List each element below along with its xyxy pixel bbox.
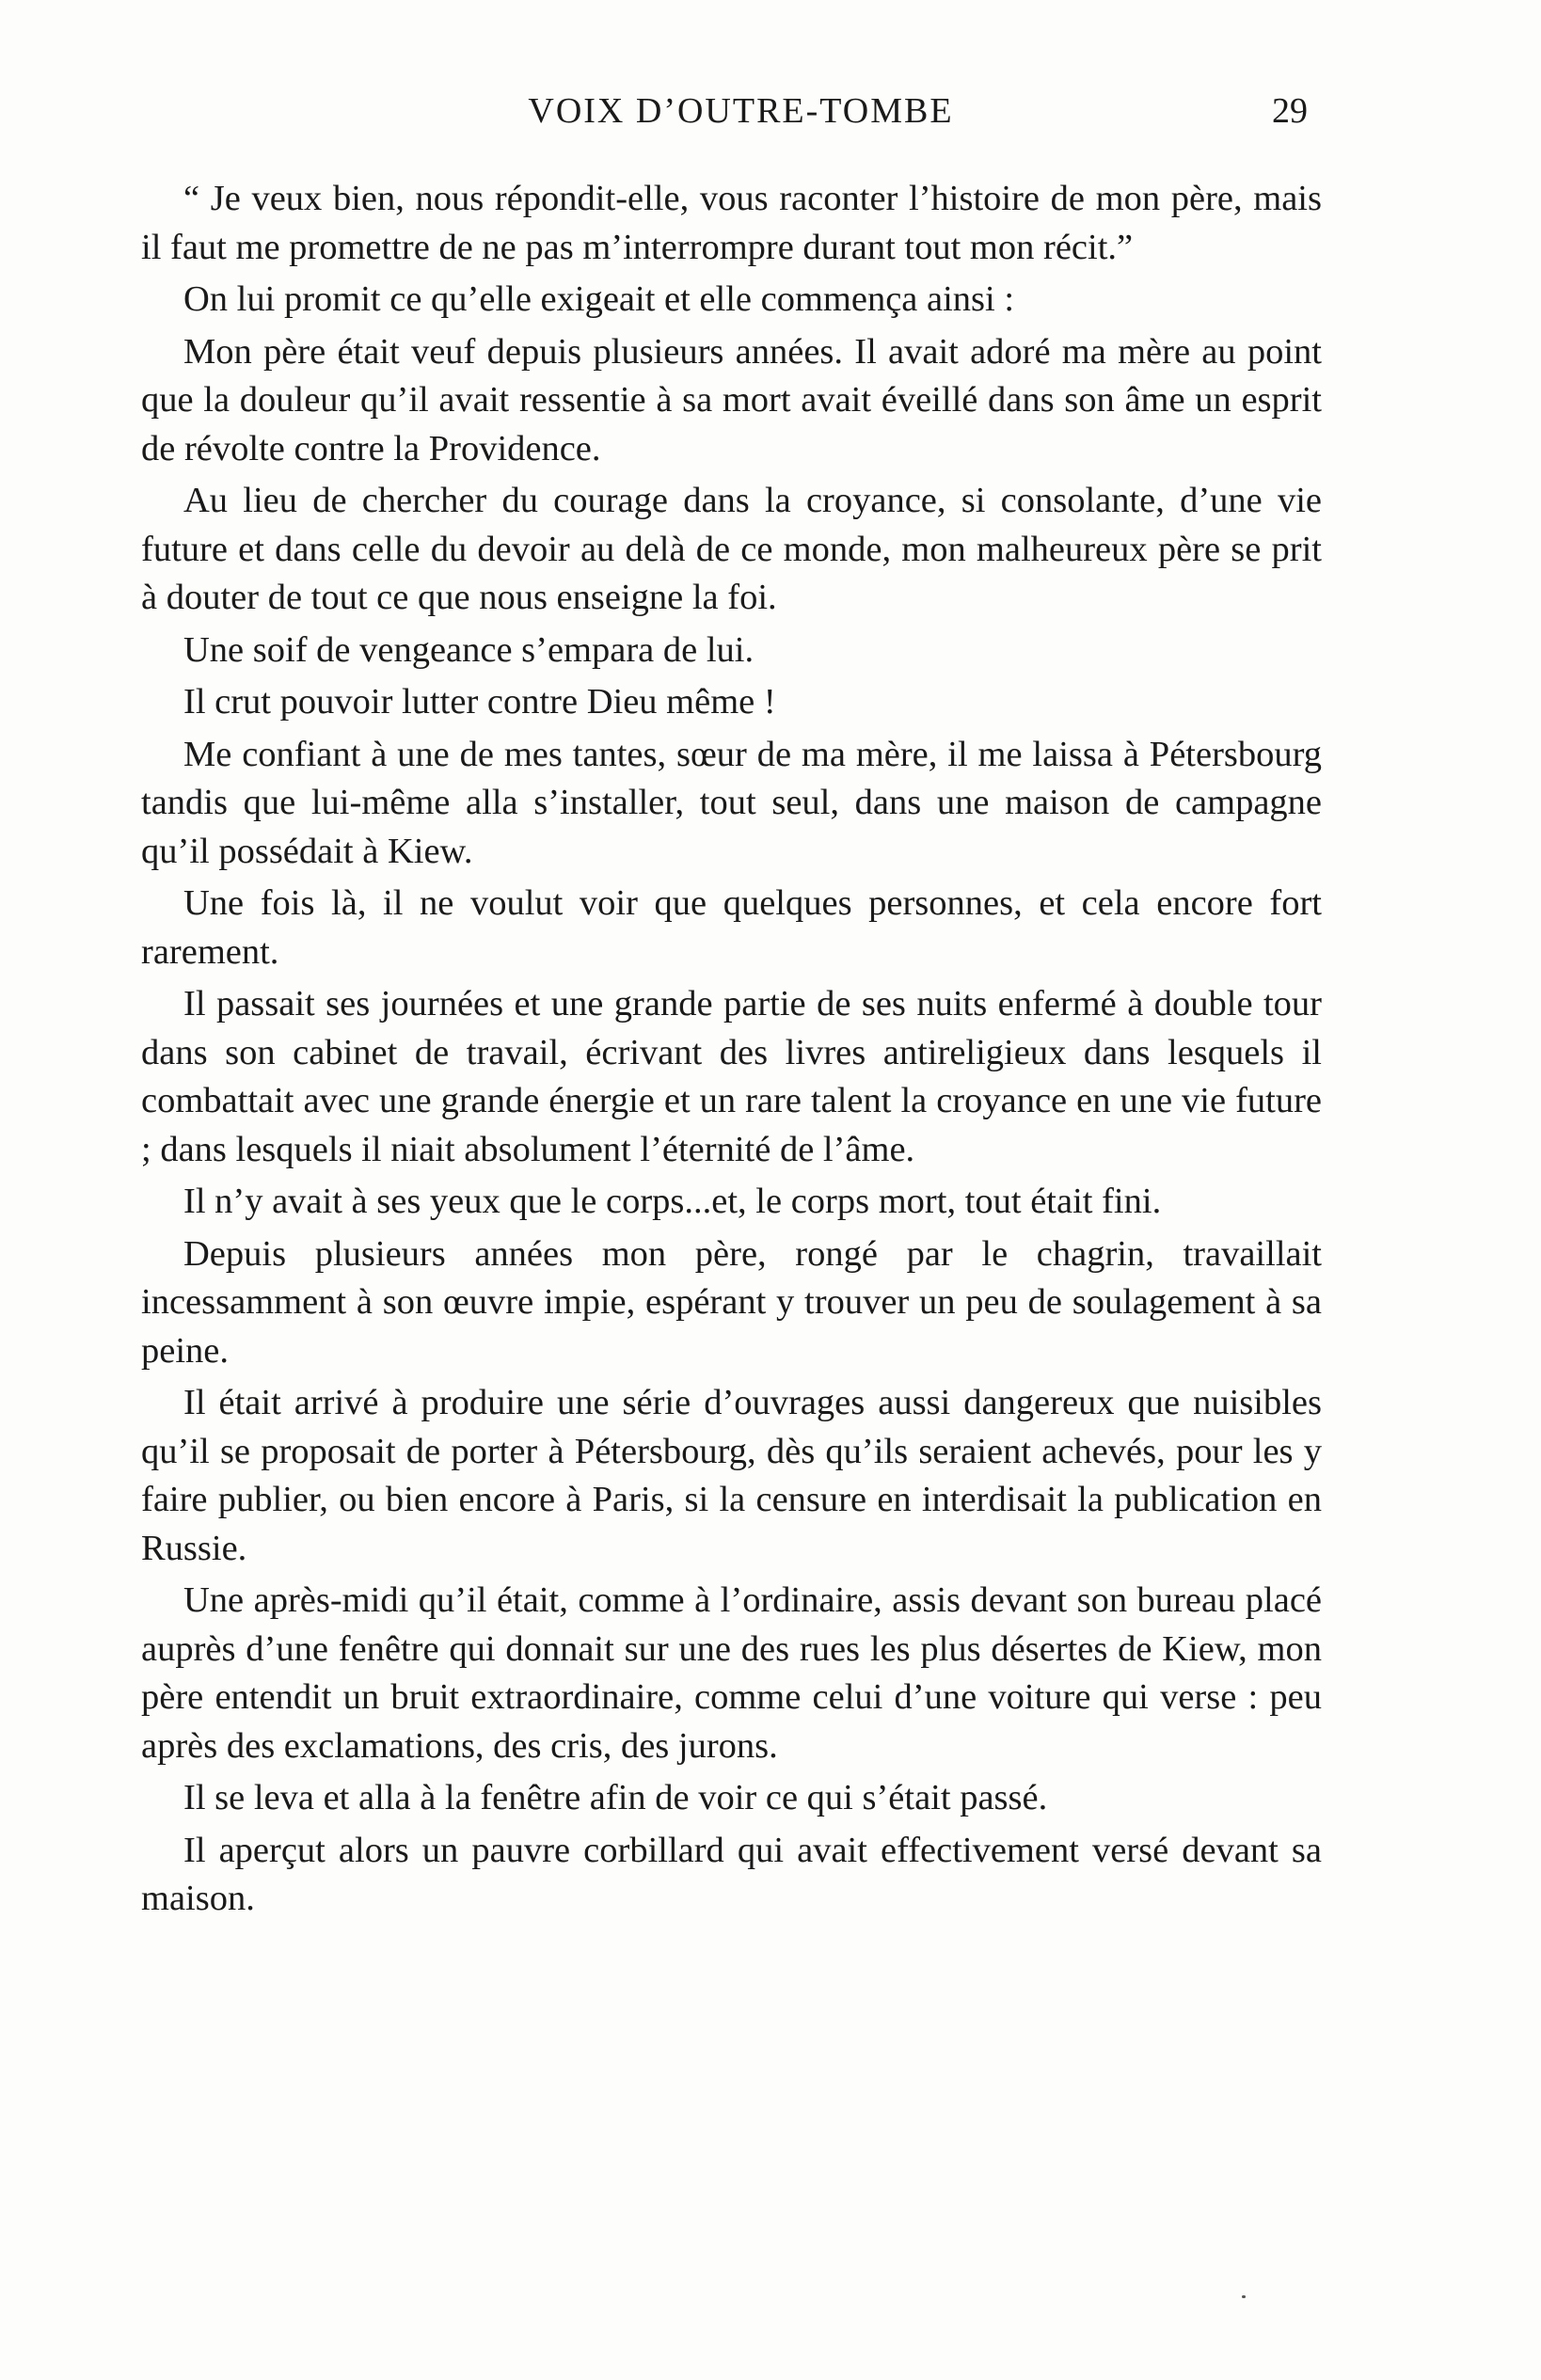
paragraph: Me confiant à une de mes tantes, sœur de ma mère, il me laissa à Pétersbourg tandis que lui-même alla s’installer, tout seul, dans une maison de campagne qu’il possédait à Kiew. [141, 734, 1322, 871]
paragraph: Il se leva et alla à la fenêtre afin de voir ce qui s’était passé. [183, 1778, 1048, 1817]
paragraph: On lui promit ce qu’elle exigeait et elle commença ainsi : [183, 279, 1015, 319]
paragraph: Il passait ses journées et une grande partie de ses nuits enfermé à double tour dans son cabinet de travail, écrivant des livres antireligieux dans lesquels il combattait avec une grande énergie et un rare talent la croyance en une vie future ; dans lesquels il niait absolument l’éternité de l’âme. [141, 984, 1322, 1169]
paragraph: Une après-midi qu’il était, comme à l’ordinaire, assis devant son bureau placé auprès d’une fenêtre qui donnait sur une des rues les plus désertes de Kiew, mon père entendit un bruit extraordinaire, comme celui d’une voiture qui verse : peu après des exclamations, des cris, des jurons. [141, 1580, 1322, 1766]
paragraph: Il crut pouvoir lutter contre Dieu même ! [183, 682, 776, 722]
page-number: 29 [1272, 91, 1308, 131]
paragraph: Une soif de vengeance s’empara de lui. [183, 629, 755, 670]
paragraph: Mon père était veuf depuis plusieurs années. Il avait adoré ma mère au point que la douleur qu’il avait ressentie à sa mort avait éveillé dans son âme un esprit de révolte contre la Providence. [141, 331, 1322, 468]
ink-speck [1242, 2295, 1246, 2298]
paragraph: Une fois là, il ne voulut voir que quelques personnes, et cela encore fort rarement. [141, 883, 1322, 972]
paragraph: “ Je veux bien, nous répondit-elle, vous raconter l’histoire de mon père, mais il faut me promettre de ne pas m’interrompre durant tout mon récit.” [141, 179, 1322, 267]
running-head [155, 90, 1327, 147]
paragraph: Il était arrivé à produire une série d’ouvrages aussi dangereux que nuisibles qu’il se proposait de porter à Pétersbourg, dès qu’ils seraient achevés, pour les y faire publier, ou bien encore à Paris, si la censure en interdisait la publication en Russie. [141, 1383, 1322, 1568]
body-text [141, 175, 1322, 1928]
paragraph: Depuis plusieurs années mon père, rongé par le chagrin, travaillait incessamment à son œuvre impie, espérant y trouver un peu de soulagement à sa peine. [141, 1233, 1322, 1371]
running-title: VOIX D’OUTRE-TOMBE [528, 91, 954, 131]
paragraph: Il n’y avait à ses yeux que le corps...et, le corps mort, tout était fini. [183, 1182, 1162, 1221]
paragraph: Il aperçut alors un pauvre corbillard qui avait effectivement versé devant sa maison. [141, 1830, 1322, 1918]
paragraph: Au lieu de chercher du courage dans la croyance, si consolante, d’une vie future et dans celle du devoir au delà de ce monde, mon malheureux père se prit à douter de tout ce que nous enseigne la foi. [141, 481, 1322, 617]
